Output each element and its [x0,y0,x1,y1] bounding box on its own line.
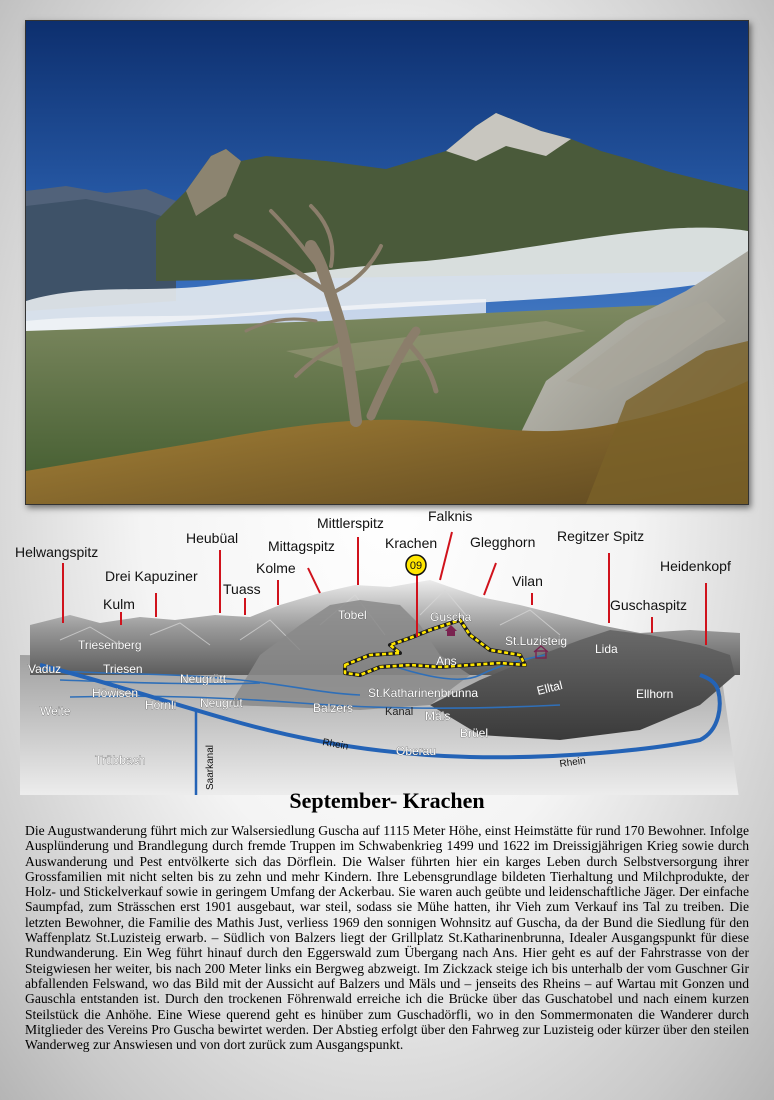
place-hoernli: Hörnli [145,698,177,712]
place-lida: Lida [595,642,618,656]
place-oberau: Oberau [396,744,437,758]
place-vaduz: Vaduz [28,662,62,676]
place-saarkanal: Saarkanal [205,744,216,790]
peak-mittlerspitz: Mittlerspitz [317,515,384,531]
place-bruel: Brüel [460,726,489,740]
peak-vilan: Vilan [512,573,543,589]
waypoint-marker [406,555,426,575]
place-st-luzisteig: St.Luzisteig [505,634,568,648]
place-hoewisen: Höwisen [92,686,139,700]
place-balzers: Balzers [313,701,354,715]
place-triesen: Triesen [103,662,143,676]
place-rhein-1: Rhein [321,737,350,753]
place-st-katharinenbrunna: St.Katharinenbrunna [368,686,479,700]
panorama-diagram [0,505,774,795]
place-kanal: Kanal [385,706,414,718]
peak-heidenkopf: Heidenkopf [660,558,731,574]
place-ans: Ans [436,654,457,668]
peak-drei-kapuziner: Drei Kapuziner [105,568,198,584]
peak-kolme: Kolme [256,560,296,576]
peak-helwangspitz: Helwangspitz [15,544,99,560]
place-neugruet: Neugrüt [200,696,243,710]
place-neugruett: Neugrütt [180,672,227,686]
peak-kulm: Kulm [103,596,135,612]
peak-regitzer-spitz: Regitzer Spitz [557,528,645,544]
peak-krachen: Krachen [385,535,438,551]
waypoint-number: 09 [409,560,423,572]
peak-mittagspitz: Mittagspitz [268,538,335,554]
place-truebbach: Trübbach [95,753,146,767]
place-maels: Mäls [425,709,451,723]
peak-heubual: Heubüal [186,530,239,546]
place-ellhorn: Ellhorn [636,687,674,701]
place-weite: Weite [40,704,71,718]
place-rhein-2: Rhein [558,755,587,770]
place-triesenberg: Triesenberg [78,638,142,652]
panorama-svg [0,505,774,795]
page-title: September- Krachen [289,788,485,813]
place-guscha: Guscha [430,610,472,624]
place-elltal: Elltal [535,678,564,698]
photo-illustration [26,21,748,504]
body-text: Die Augustwanderung führt mich zur Walsersiedlung Guscha auf 1115 Meter Höhe, einst Heimstätte für rund 170 Bewohner. Infolge Ausplünderung und Brandlegung durch fremde Truppen im Schwabenkrieg 1499 und 1622 im Dreissigjährigen Krieg sowie durch Auswanderung und Pest entvölkerte sich das Dörflein. Die Walser führten hier ein karges Leben durch Selbstversorgung ihrer Grossfamilien mit nicht selten bis zu zehn und mehr Kindern. Ihre Lebensgrundlage bildeten Tierhaltung und Milchprodukte, der Holz- und Stickelverkauf sowie in geringem Umfang der Ackerbau. Sie waren auch geübte und leidenschaftliche Jäger. Der einfache Saumpfad, zum Strässchen erst 1901 ausgebaut, war steil, sodass sie Mühe hatten, ihr Vieh zum Verkauf ins Tal zu treiben. Die letzten Bewohner, die Familie des Mathis Just, verliess 1969 den sonnigen Wohnsitz auf Guscha, da der Bund die Siedlung für den Waffenplatz St.Luzisteig erwarb. – Südlich von Balzers liegt der Grillplatz St.Katharinenbrunna, Idealer Ausgangspunkt für diese Rundwanderung. Ein Weg führt hinauf durch den Eggerswald zum Übergang nach Ans. Hier geht es auf der Fahrstrasse von der Steigwiesen her weiter, bis nach 200 Meter links ein Bergweg abzweigt. Im Zickzack steige ich bis unterhalb der vom Guschner Gir abfallenden Felswand, wo das Bild mit der Aussicht auf Balzers und Mäls und – jenseits des Rheins – auf Wartau mit Gonzen und Gauschla entstanden ist. Durch den trockenen Föhrenwald erreiche ich die Brücke über das Guschatobel und nach einem kurzen Steilstück die Anhöhe. Eine Wiese querend geht es hinüber zum Guschadörfli, wo in den Sommermonaten die Wanderer durch Mitglieder des Vereins Pro Guscha bewirtet werden. Der Abstieg erfolgt über den Fahrweg zur Luzisteig oder kürzer über den steilen Wanderweg zur Answiesen und von dort zurück zum Ausgangspunkt. [25,823,749,1053]
peak-guschaspitz: Guschaspitz [610,597,688,613]
peak-falknis: Falknis [428,508,473,524]
landscape-photo [25,20,749,505]
place-tobel: Tobel [338,608,367,622]
peak-glegghorn: Glegghorn [470,534,536,550]
peak-tuass: Tuass [223,581,261,597]
